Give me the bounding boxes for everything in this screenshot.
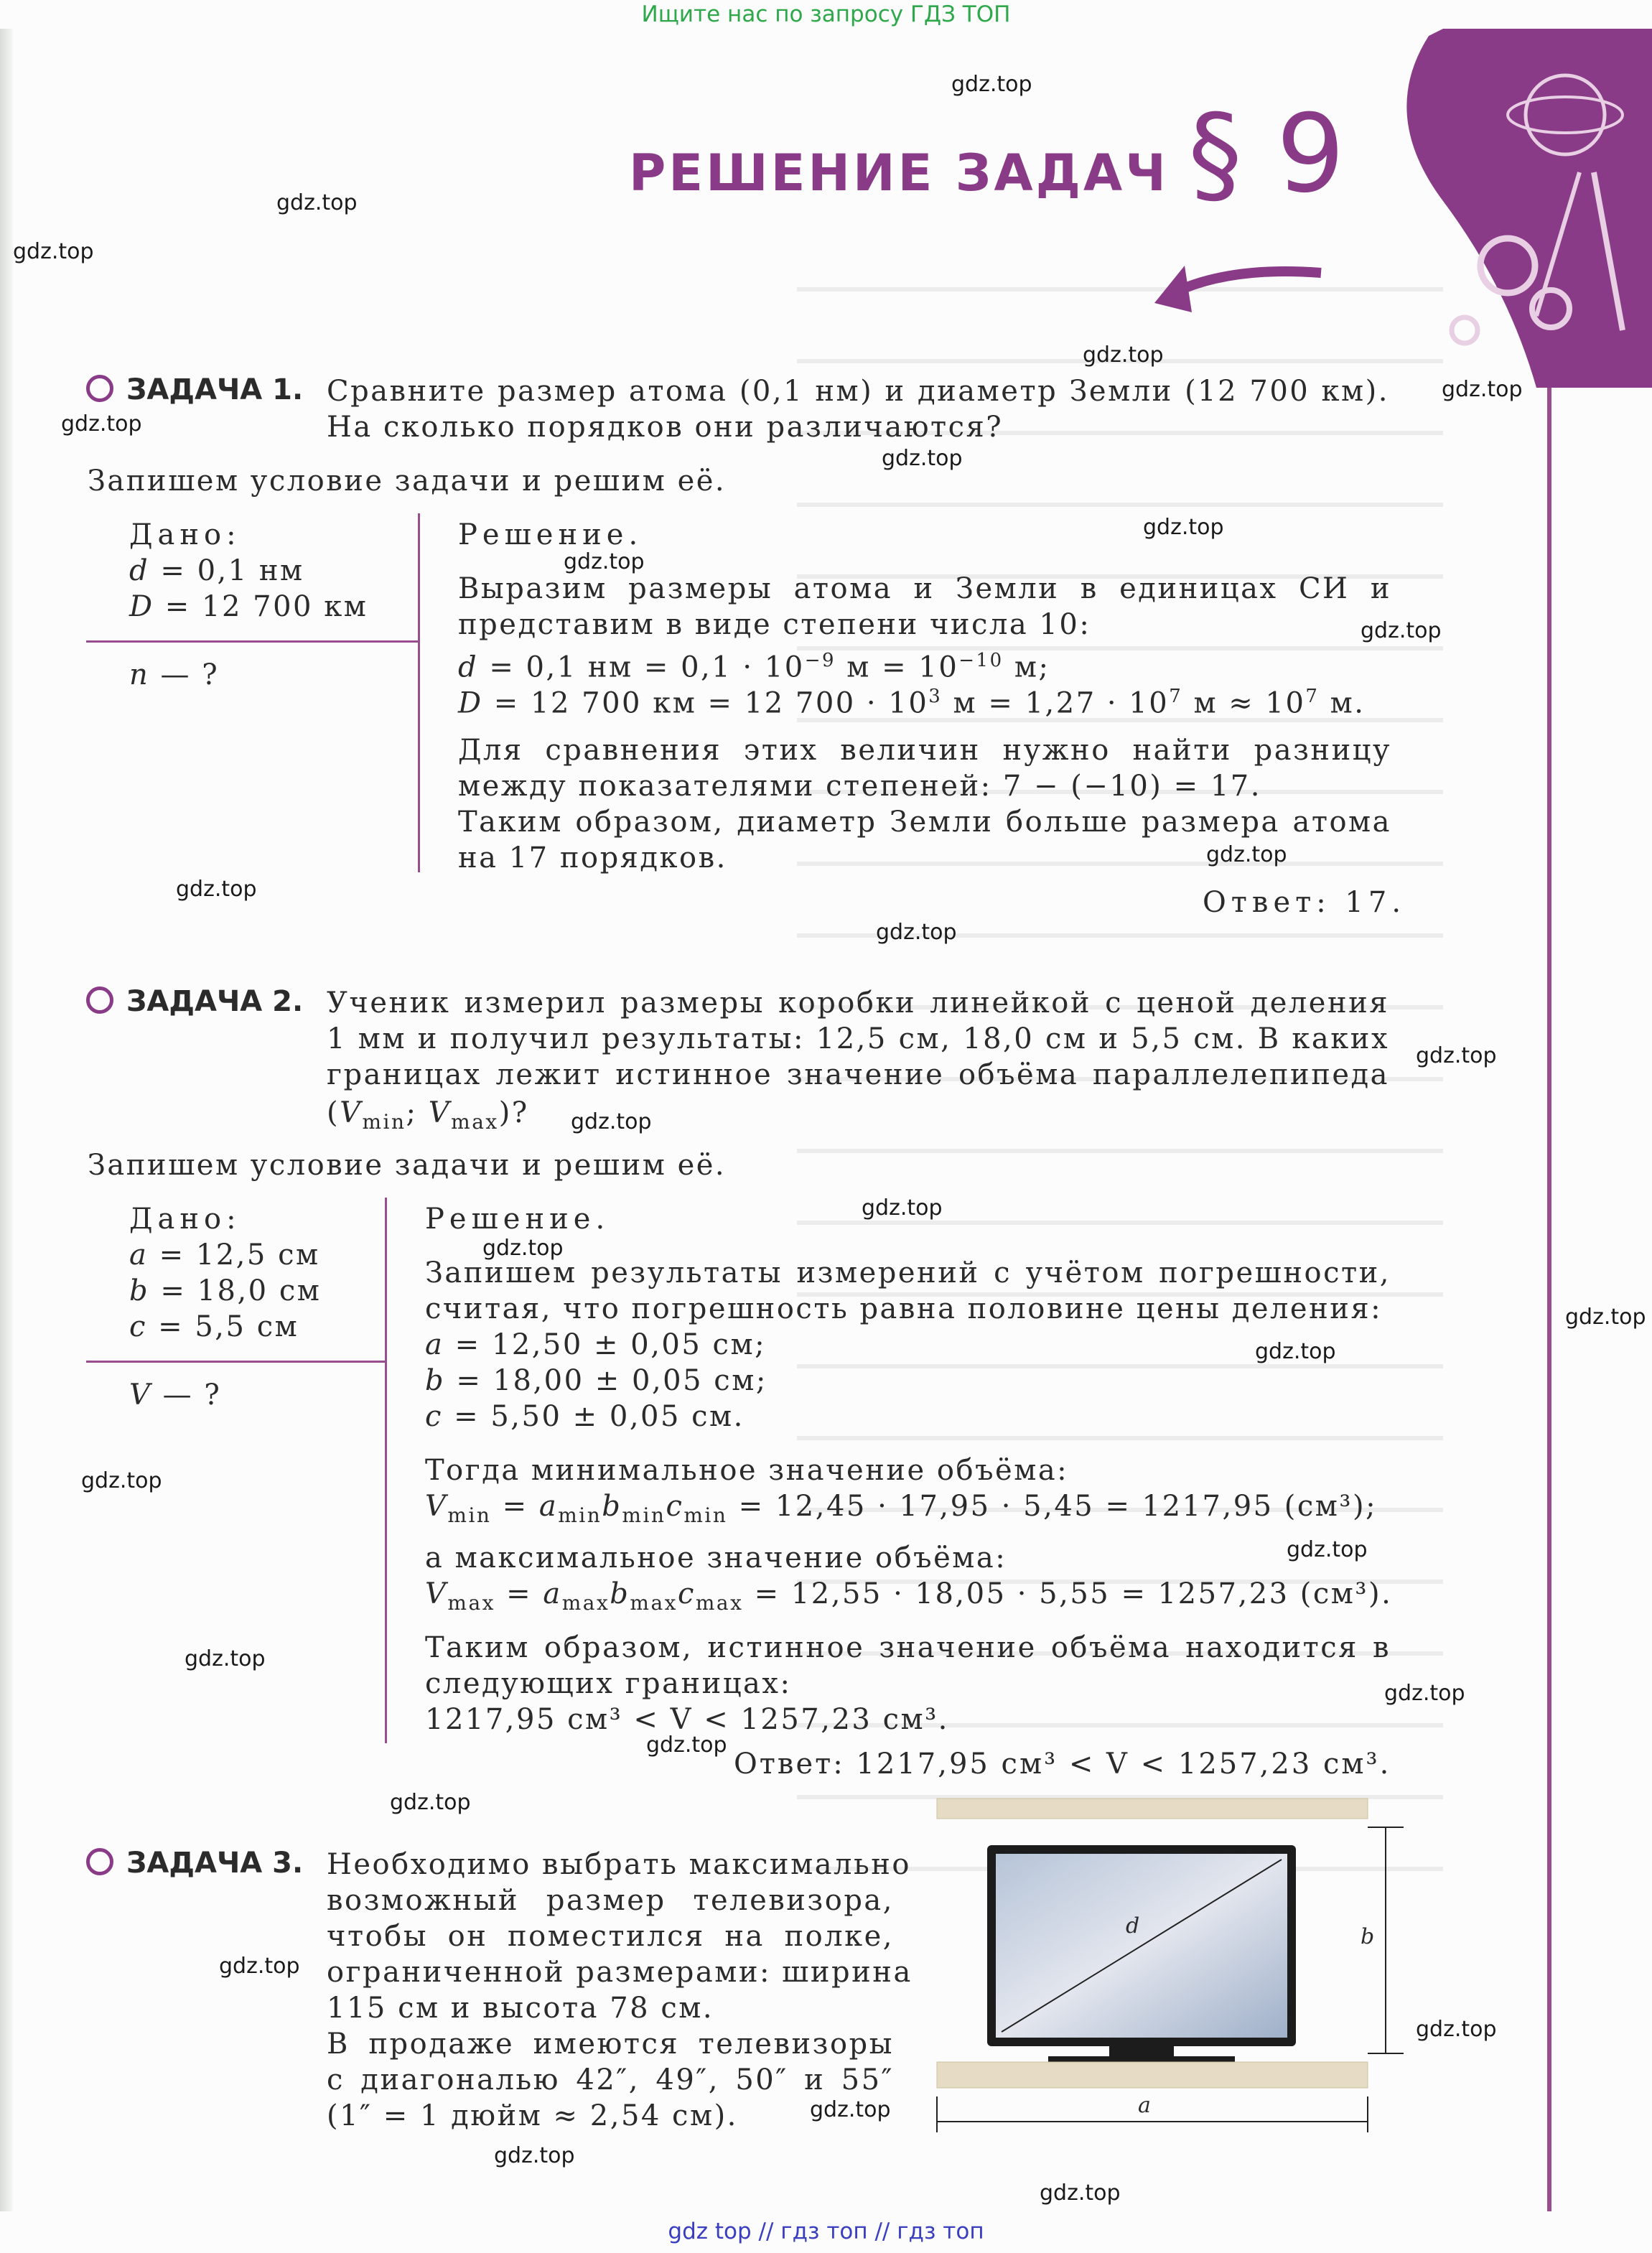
- circle-bullet-icon: [86, 375, 113, 402]
- formula-c: c = 5,50 ± 0,05 см.: [425, 1400, 745, 1433]
- watermark: gdz.top: [1565, 1305, 1646, 1330]
- formula-b: b = 18,00 ± 0,05 см;: [425, 1364, 767, 1397]
- task-3-text: В продаже имеются телевизоры: [327, 2028, 894, 2061]
- solution-line: представим в виде степени числа 10:: [458, 608, 1091, 641]
- task-1-intro: Запишем условие задачи и решим её.: [88, 465, 727, 498]
- watermark: gdz.top: [81, 1468, 162, 1493]
- solution-line: Выразим размеры атома и Земли в единицах СИ и: [458, 572, 1391, 605]
- watermark: gdz.top: [494, 2143, 575, 2168]
- given-c: c = 5,5 см: [129, 1310, 299, 1343]
- watermark: gdz.top: [219, 1954, 300, 1979]
- watermark: gdz.top: [61, 411, 142, 437]
- watermark: gdz.top: [1384, 1681, 1465, 1706]
- task-2-text: Ученик измерил размеры коробки линейкой с ценой деления: [327, 986, 1389, 1020]
- tv-illustration: [926, 1795, 1443, 2132]
- task-3-text: с диагональю 42″, 49″, 50″ и 55″: [327, 2063, 894, 2096]
- task-1-label: ЗАДАЧА 1.: [86, 373, 303, 406]
- solution-line: следующих границах:: [425, 1667, 792, 1700]
- task-1-text: На сколько порядков они различаются?: [327, 411, 1004, 444]
- watermark: gdz.top: [1143, 515, 1224, 540]
- task-1-text: Сравните размер атома (0,1 нм) и диаметр Земли (12 700 км).: [327, 375, 1389, 408]
- formula-d: d = 0,1 нм = $0,1 \cdot 10^{-9}$ $м = 10^{-10}$ м;: [458, 650, 1050, 684]
- watermark: gdz.top: [646, 1732, 727, 1758]
- watermark: gdz.top: [1255, 1339, 1336, 1364]
- find-n: n — ?: [129, 658, 220, 691]
- watermark: gdz.top: [1416, 1043, 1497, 1068]
- task-3-text: возможный размер телевизора,: [327, 1884, 894, 1917]
- solution-line: Запишем результаты измерений с учётом погрешности,: [425, 1256, 1391, 1289]
- answer-2: Ответ: 1217,95 см³ < V < 1257,23 см³.: [734, 1748, 1391, 1781]
- watermark: gdz.top: [1287, 1537, 1368, 1562]
- formula-a: a = 12,50 ± 0,05 см;: [425, 1328, 767, 1361]
- formula-vmin: $V_{min} = a_{min}b_{min}c_{min} = 12,45 \cdot 17,95 \cdot 5,45 = 1217,95$ (см³);: [425, 1490, 1378, 1527]
- page-title: РЕШЕНИЕ ЗАДАЧ: [629, 144, 1169, 202]
- solution-title: Решение.: [425, 1203, 610, 1236]
- task-2-vars: ($V_{min}$; $V_{max}$)?: [327, 1096, 529, 1134]
- find-V: V — ?: [129, 1379, 222, 1412]
- watermark: gdz.top: [1040, 2180, 1121, 2206]
- watermark: gdz.top: [176, 877, 257, 902]
- watermark: gdz.top: [276, 190, 358, 215]
- watermark: gdz.top: [1442, 377, 1523, 402]
- watermark: gdz.top: [571, 1109, 652, 1134]
- watermark: gdz.top: [564, 549, 645, 574]
- task-3-text: 115 см и высота 78 см.: [327, 1992, 714, 2025]
- watermark: gdz.top: [1416, 2017, 1497, 2042]
- task-2-label: ЗАДАЧА 2.: [86, 985, 303, 1018]
- task-2-text: границах лежит истинное значение объёма параллелепипеда: [327, 1058, 1389, 1091]
- given-divider: [86, 1361, 385, 1363]
- task-3-text: Необходимо выбрать максимально: [327, 1848, 911, 1881]
- circle-bullet-icon: [86, 986, 113, 1014]
- solution-line: Для сравнения этих величин нужно найти разницу: [458, 734, 1391, 767]
- task-3-text: чтобы он поместился на полке,: [327, 1920, 894, 1953]
- watermark: gdz.top: [951, 72, 1032, 97]
- footer-note: gdz top // гдз топ // гдз топ: [668, 2219, 984, 2244]
- task-3-label: ЗАДАЧА 3.: [86, 1847, 303, 1880]
- arrow-icon: [1142, 244, 1328, 316]
- margin-line: [1547, 373, 1551, 2211]
- circle-bullet-icon: [86, 1848, 113, 1875]
- label-a: a: [1138, 2093, 1151, 2118]
- label-b: b: [1361, 1924, 1375, 1949]
- watermark: gdz.top: [13, 239, 94, 264]
- watermark: gdz.top: [1083, 342, 1164, 368]
- page-edge: [0, 29, 13, 2211]
- watermark: gdz.top: [876, 920, 957, 945]
- given-title: Дано:: [129, 518, 241, 551]
- solution-line: Таким образом, диаметр Земли больше размера атома: [458, 806, 1391, 839]
- watermark: gdz.top: [185, 1646, 266, 1671]
- tv-shelf-figure: [926, 1795, 1443, 2132]
- solution-title: Решение.: [458, 518, 643, 551]
- solution-line: 1217,95 см³ < V < 1257,23 см³.: [425, 1703, 949, 1736]
- solution-line: между показателями степеней: 7 − (−10) = 17.: [458, 770, 1261, 803]
- formula-vmax: $V_{max} = a_{max}b_{max}c_{max} = 12,55 \cdot 18,05 \cdot 5,55 = 1257,23$ (см³).: [425, 1577, 1393, 1615]
- given-title: Дано:: [129, 1203, 241, 1236]
- given-a: a = 12,5 см: [129, 1239, 320, 1272]
- given-divider: [385, 1198, 387, 1743]
- solution-line: Тогда минимальное значение объёма:: [425, 1454, 1069, 1487]
- solution-line: считая, что погрешность равна половине цены деления:: [425, 1292, 1383, 1325]
- watermark: gdz.top: [1361, 618, 1442, 643]
- task-3-text: ограниченной размерами: ширина: [327, 1956, 913, 1989]
- watermark: gdz.top: [1206, 842, 1287, 867]
- label-d: d: [1126, 1913, 1140, 1939]
- given-b: b = 18,0 см: [129, 1274, 322, 1307]
- watermark: gdz.top: [482, 1236, 564, 1261]
- watermark: gdz.top: [390, 1790, 471, 1815]
- given-divider: [418, 513, 420, 872]
- formula-D: D = 12 700 км = 12 $700 \cdot 10^3$ $м = 1,27 \cdot 10^7$ $м \approx 10^7$ м.: [458, 686, 1366, 720]
- watermark: gdz.top: [882, 446, 963, 471]
- task-3-text: (1″ = 1 дюйм ≈ 2,54 см).: [327, 2099, 738, 2132]
- top-note: Ищите нас по запросу ГДЗ ТОП: [641, 1, 1011, 27]
- task-2-text: 1 мм и получил результаты: 12,5 см, 18,0 см и 5,5 см. В каких: [327, 1022, 1389, 1055]
- solution-line: а максимальное значение объёма:: [425, 1541, 1007, 1575]
- solution-line: на 17 порядков.: [458, 841, 727, 874]
- solution-line: Таким образом, истинное значение объёма находится в: [425, 1631, 1391, 1664]
- watermark: gdz.top: [862, 1195, 943, 1221]
- task-2-intro: Запишем условие задачи и решим её.: [88, 1149, 727, 1182]
- watermark: gdz.top: [810, 2097, 891, 2122]
- paragraph-number: § 9: [1188, 92, 1345, 217]
- given-D: D = 12 700 км: [129, 590, 368, 623]
- given-d: d = 0,1 нм: [129, 554, 304, 587]
- answer-1: Ответ: 17.: [1203, 886, 1406, 919]
- given-divider: [86, 640, 418, 643]
